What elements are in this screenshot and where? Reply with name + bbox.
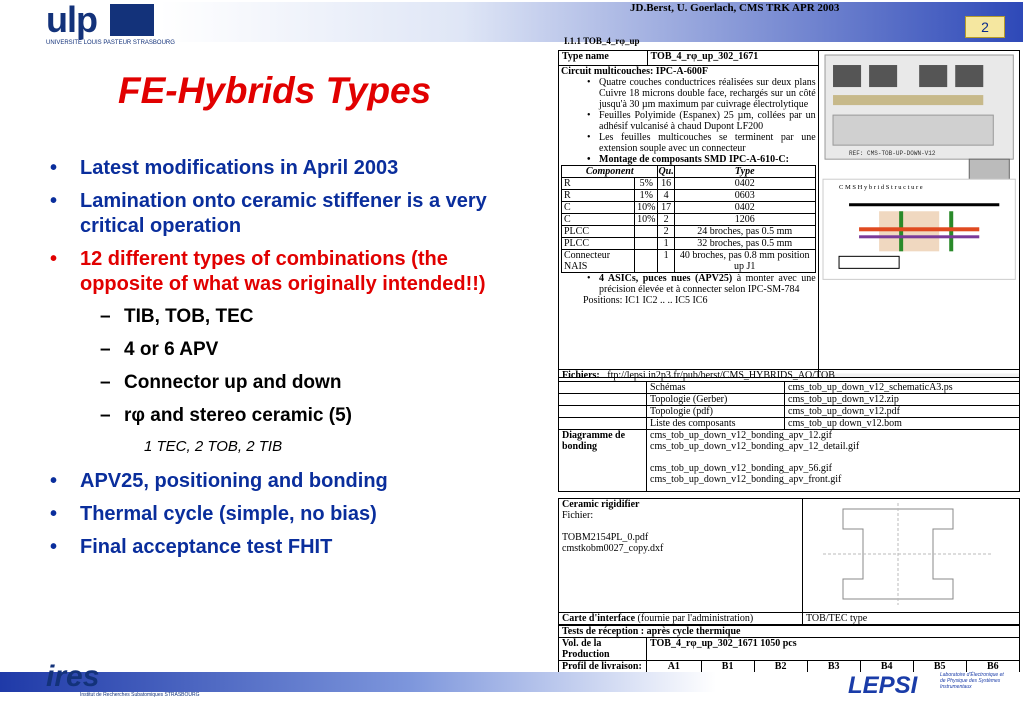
asics-text: à monter avec une précision élevée et à connecter selon IPC-SM-784 — [599, 273, 816, 296]
slide-number: 2 — [965, 16, 1005, 38]
diagram-file: cms_tob_up_down_v12_bonding_apv_12.gif — [650, 430, 832, 441]
file-value: cms_tob_up_down_v12.zip — [785, 394, 1020, 406]
profil-cell: A1 — [647, 661, 702, 673]
comp-header: Type — [674, 166, 815, 178]
profil-cell: B1 — [701, 661, 754, 673]
vol-value: TOB_4_rφ_up_302_1671 1050 pcs — [647, 638, 1020, 661]
ires-logo-subtitle: Institut de Recherches Subatomiques STRASBOURG — [80, 692, 200, 698]
diagram-label: Diagramme de bonding — [559, 430, 647, 492]
hybrid-images — [818, 51, 1019, 378]
comp-cell: C — [562, 202, 635, 214]
comp-cell — [635, 226, 658, 238]
file-key: Topologie (pdf) — [647, 406, 785, 418]
bullet-item: • Final acceptance test FHIT — [44, 535, 524, 560]
comp-cell: 1206 — [674, 214, 815, 226]
type-label: Type name — [559, 51, 648, 66]
structure-title: C M S H y b r i d S t r u c t u r e — [838, 184, 923, 192]
bullet-item: • Latest modifications in April 2003 — [44, 156, 524, 181]
comp-cell: 1% — [635, 190, 658, 202]
asics-list — [561, 273, 816, 295]
comp-cell: 0402 — [674, 202, 815, 214]
lepsi-subtitle: Laboratoire d'Électronique et de Physique des Systèmes Instrumentaux — [940, 672, 1004, 690]
ulp-logo-text: ulp — [46, 0, 97, 40]
file-value: cms_tob_up_down_v12_schematicA3.ps — [785, 382, 1020, 394]
comp-cell: 2 — [658, 214, 674, 226]
comp-cell: Connecteur NAIS — [562, 250, 635, 273]
profil-cell: B6 — [966, 661, 1019, 673]
file-key: Topologie (Gerber) — [647, 394, 785, 406]
comp-cell — [635, 238, 658, 250]
comp-cell: 1 — [658, 250, 674, 273]
carte-value: TOB/TEC type — [803, 613, 1020, 625]
sub-bullet-item: – rφ and stereo ceramic (5) — [44, 404, 524, 428]
circuit-item: • Les feuilles multicouches se terminent par une extension souple avec un connecteur — [561, 132, 816, 154]
tests-text: Tests de réception : après cycle thermique — [559, 626, 1020, 638]
ires-logo-text: ires — [46, 660, 100, 693]
sub-bullet-item: – 4 or 6 APV — [44, 338, 524, 362]
circuit-item: • Montage de composants SMD IPC-A-610-C: — [561, 154, 816, 165]
fichiers-label: Fichiers: — [562, 370, 600, 381]
profil-cell: B2 — [754, 661, 807, 673]
slide-title: FE-Hybrids Types — [118, 70, 432, 111]
fichiers-url: ftp://lepsi.in2p3.fr/pub/berst/CMS_HYBRIDS_AO/TOB — [607, 370, 835, 381]
comp-cell: 5% — [635, 178, 658, 190]
spec-document — [558, 36, 1020, 672]
comp-cell: 0402 — [674, 178, 815, 190]
comp-cell: 10% — [635, 214, 658, 226]
bullet-list — [44, 156, 524, 568]
vol-label: Vol. de la Production — [559, 638, 647, 661]
type-value: TOB_4_rφ_up_302_1671 — [647, 51, 818, 66]
comp-cell: 17 — [658, 202, 674, 214]
files-table — [558, 369, 1020, 492]
comp-cell: R — [562, 178, 635, 190]
diagram-file: cms_tob_up_down_v12_bonding_apv_12_detail.gif — [650, 441, 860, 452]
lepsi-logo: LEPSI — [848, 672, 918, 699]
ceramic-table — [558, 498, 1020, 625]
ceramic-drawing — [803, 499, 1019, 609]
file-key: Liste des composants — [647, 418, 785, 430]
comp-cell: 40 broches, pas 0.8 mm position up J1 — [674, 250, 815, 273]
ceramic-fichier: Fichier: — [562, 510, 594, 521]
comp-cell: 16 — [658, 178, 674, 190]
circuit-item: • Feuilles Polyimide (Espanex) 25 µm, collées par un adhésif vulcanisé à chaud Dupont LF200 — [561, 110, 816, 132]
ceramic-label: Ceramic rigidifier — [562, 499, 640, 510]
comp-cell: R — [562, 190, 635, 202]
diagram-file: cms_tob_up_down_v12_bonding_apv_front.gif — [650, 474, 842, 485]
profil-cell: B3 — [807, 661, 860, 673]
doc-heading: I.1.1 TOB_4_rφ_up — [564, 36, 640, 46]
comp-cell: C — [562, 214, 635, 226]
comp-cell — [635, 250, 658, 273]
hybrid-board-image — [819, 51, 1019, 374]
components-table — [561, 165, 816, 273]
diagram-file: cms_tob_up_down_v12_bonding_apv_56.gif — [650, 463, 832, 474]
comp-cell: 1 — [658, 238, 674, 250]
bullet-item: • Thermal cycle (simple, no bias) — [44, 502, 524, 527]
circuit-list — [561, 77, 816, 165]
ulp-logo — [46, 0, 175, 56]
positions-text: Positions: IC1 IC2 .. .. IC5 IC6 — [583, 295, 708, 307]
carte-label: Carte d'interface — [562, 613, 636, 624]
board-label: REF: CMS-TOB-UP-DOWN-V12 — [848, 150, 936, 158]
ires-logo — [26, 660, 200, 704]
circuit-item: • Quatre couches conductrices réalisées sur deux plans Cuivre 18 microns double face, rechargés sur un côté jusqu'à 30 µm maximum par cuivrage électrolytique — [561, 77, 816, 110]
comp-cell: 10% — [635, 202, 658, 214]
delivery-table — [558, 625, 1020, 673]
file-key: Schémas — [647, 382, 785, 394]
comp-cell: 32 broches, pas 0.5 mm — [674, 238, 815, 250]
bullet-item: • APV25, positioning and bonding — [44, 469, 524, 494]
sub-bullet-item: – TIB, TOB, TEC — [44, 305, 524, 329]
circuit-title: Circuit multicouches: IPC-A-600F — [561, 66, 709, 78]
comp-cell: 2 — [658, 226, 674, 238]
bullet-item: • Lamination onto ceramic stiffener is a very critical operation — [44, 189, 524, 239]
carte-text: (fournie par l'administration) — [635, 613, 754, 624]
comp-cell: 4 — [658, 190, 674, 202]
sub-bullet-item: – Connector up and down — [44, 371, 524, 395]
comp-cell: PLCC — [562, 226, 635, 238]
comp-cell: PLCC — [562, 238, 635, 250]
file-value: cms_tob_up down_v12.bom — [785, 418, 1020, 430]
file-value: cms_tob_up_down_v12.pdf — [785, 406, 1020, 418]
author-line: JD.Berst, U. Goerlach, CMS TRK APR 2003 — [630, 2, 840, 14]
comp-header: Qu. — [658, 166, 674, 178]
profil-cell: B4 — [860, 661, 913, 673]
bullet-item-highlight: • 12 different types of combinations (the opposite of what was originally intended!!) — [44, 247, 524, 297]
profil-label: Profil de livraison: — [559, 661, 647, 673]
asics-bold: 4 ASICs, puces nues (APV25) — [599, 273, 733, 285]
ulp-logo-subtitle: UNIVERSITÉ LOUIS PASTEUR STRASBOURG — [46, 40, 175, 46]
profil-cell: B5 — [913, 661, 966, 673]
ceramic-file: cmstkobm0027_copy.dxf — [562, 543, 664, 554]
ceramic-file: TOBM2154PL_0.pdf — [562, 532, 649, 543]
comp-header: Component — [562, 166, 658, 178]
asics-item — [561, 273, 816, 295]
comp-cell: 0603 — [674, 190, 815, 202]
comp-cell: 24 broches, pas 0.5 mm — [674, 226, 815, 238]
sub-note: 1 TEC, 2 TOB, 2 TIB — [144, 438, 283, 455]
spec-table — [558, 50, 1020, 378]
